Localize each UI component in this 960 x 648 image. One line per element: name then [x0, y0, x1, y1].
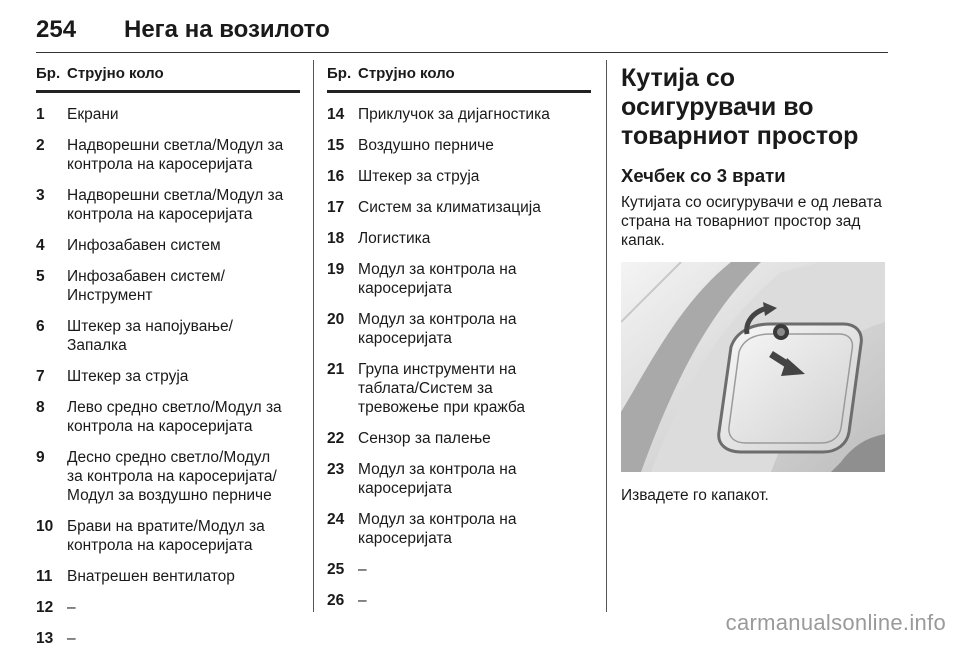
table-row — [36, 598, 300, 617]
column-header-number: Бр. — [327, 65, 352, 82]
circuit-name: Воздушно перниче — [358, 137, 494, 154]
circuit-name: Лево средно светло/Модул за контрола на каросеријата — [67, 399, 282, 435]
fuse-box-cover-illustration — [621, 262, 885, 472]
fuse-number: 8 — [36, 399, 45, 416]
table-row — [36, 236, 300, 255]
fuse-number: 17 — [327, 199, 345, 216]
circuit-name: – — [67, 630, 76, 647]
table-row — [327, 510, 591, 548]
column-header-circuit: Струјно коло — [358, 65, 455, 82]
circuit-name: Сензор за палење — [358, 430, 491, 447]
fuse-number: 10 — [36, 518, 54, 535]
section-fusebox-cargo — [621, 64, 891, 505]
page-title: Нега на возилото — [124, 16, 330, 43]
table-row — [36, 186, 300, 224]
table-row — [36, 517, 300, 555]
column-header-number: Бр. — [36, 65, 61, 82]
section-title: Кутија со осигурувачи во товарниот простор — [621, 64, 859, 150]
circuit-name: – — [358, 561, 367, 578]
section-paragraph: Кутијата со осигурувачи е од левата страна на товарниот простор зад капак. — [621, 194, 882, 249]
fuse-number: 6 — [36, 318, 45, 335]
circuit-name: Модул за контрола на каросеријата — [358, 311, 517, 347]
illustration-svg — [621, 262, 885, 472]
table-header — [36, 60, 300, 93]
fuse-number: 18 — [327, 230, 345, 247]
table-row — [36, 448, 300, 505]
circuit-name: Модул за контрола на каросеријата — [358, 261, 517, 297]
fuse-number: 16 — [327, 168, 345, 185]
circuit-name: – — [358, 592, 367, 609]
circuit-name: Екрани — [67, 106, 119, 123]
circuit-name: Систем за климатизација — [358, 199, 541, 216]
circuit-name: Внатрешен вентилатор — [67, 568, 235, 585]
fuse-number: 26 — [327, 592, 345, 609]
table-row — [327, 460, 591, 498]
section-subtitle: Хечбек со 3 врати — [621, 165, 786, 186]
table-row — [36, 398, 300, 436]
fuse-number: 20 — [327, 311, 345, 328]
circuit-name: – — [67, 599, 76, 616]
column-divider — [313, 60, 314, 612]
column-divider — [606, 60, 607, 612]
circuit-name: Штекер за напојување/ Запалка — [67, 318, 233, 354]
fuse-number: 2 — [36, 137, 45, 154]
circuit-name: Инфозабавен систем/ Инструмент — [67, 268, 225, 304]
circuit-name: Модул за контрола на каросеријата — [358, 461, 517, 497]
table-row — [327, 310, 591, 348]
circuit-name: Приклучок за дијагностика — [358, 106, 550, 123]
page-number: 254 — [36, 16, 77, 43]
fuse-number: 22 — [327, 430, 345, 447]
fuse-number: 15 — [327, 137, 345, 154]
fuse-number: 19 — [327, 261, 345, 278]
watermark[interactable]: carmanualsonline.info — [725, 610, 946, 635]
fuse-number: 11 — [36, 568, 53, 585]
table-row — [327, 229, 591, 248]
table-row — [327, 167, 591, 186]
table-header — [327, 60, 591, 93]
circuit-name: Надворешни светла/Модул за контрола на каросеријата — [67, 187, 284, 223]
fuse-table-left — [36, 60, 300, 648]
circuit-name: Десно средно светло/Модул за контрола на каросеријата/ Модул за воздушно перниче — [67, 449, 277, 504]
fuse-number: 5 — [36, 268, 45, 285]
table-row — [327, 360, 591, 417]
fuse-number: 1 — [36, 106, 45, 123]
table-row — [327, 136, 591, 155]
table-row — [36, 317, 300, 355]
table-row — [327, 560, 591, 579]
circuit-name: Штекер за струја — [358, 168, 480, 185]
circuit-name: Модул за контрола на каросеријата — [358, 511, 517, 547]
table-row — [327, 591, 591, 610]
fuse-number: 4 — [36, 237, 45, 254]
table-row — [327, 260, 591, 298]
table-row — [36, 136, 300, 174]
fuse-number: 21 — [327, 361, 345, 378]
circuit-name: Штекер за струја — [67, 368, 189, 385]
table-row — [327, 198, 591, 217]
fuse-number: 14 — [327, 106, 345, 123]
table-row — [36, 105, 300, 124]
circuit-name: Надворешни светла/Модул за контрола на каросеријата — [67, 137, 284, 173]
column-header-circuit: Струјно коло — [67, 65, 164, 82]
fuse-number: 24 — [327, 511, 345, 528]
fuse-number: 12 — [36, 599, 54, 616]
table-row — [36, 267, 300, 305]
table-row — [36, 367, 300, 386]
circuit-name: Брави на вратите/Модул за контрола на каросеријата — [67, 518, 265, 554]
circuit-name: Група инструменти на таблата/Систем за тревожење при кражба — [358, 361, 526, 416]
fuse-number: 25 — [327, 561, 345, 578]
table-row — [36, 567, 300, 586]
fuse-number: 23 — [327, 461, 345, 478]
table-row — [327, 105, 591, 124]
table-row — [36, 629, 300, 648]
table-row — [327, 429, 591, 448]
fuse-number: 3 — [36, 187, 45, 204]
circuit-name: Логистика — [358, 230, 431, 247]
fuse-number: 9 — [36, 449, 45, 466]
fuse-table-right — [327, 60, 591, 610]
page-header — [36, 14, 888, 53]
circuit-name: Инфозабавен систем — [67, 237, 221, 254]
fuse-number: 7 — [36, 368, 45, 385]
fuse-number: 13 — [36, 630, 54, 647]
figure-caption: Извадете го капакот. — [621, 487, 769, 504]
